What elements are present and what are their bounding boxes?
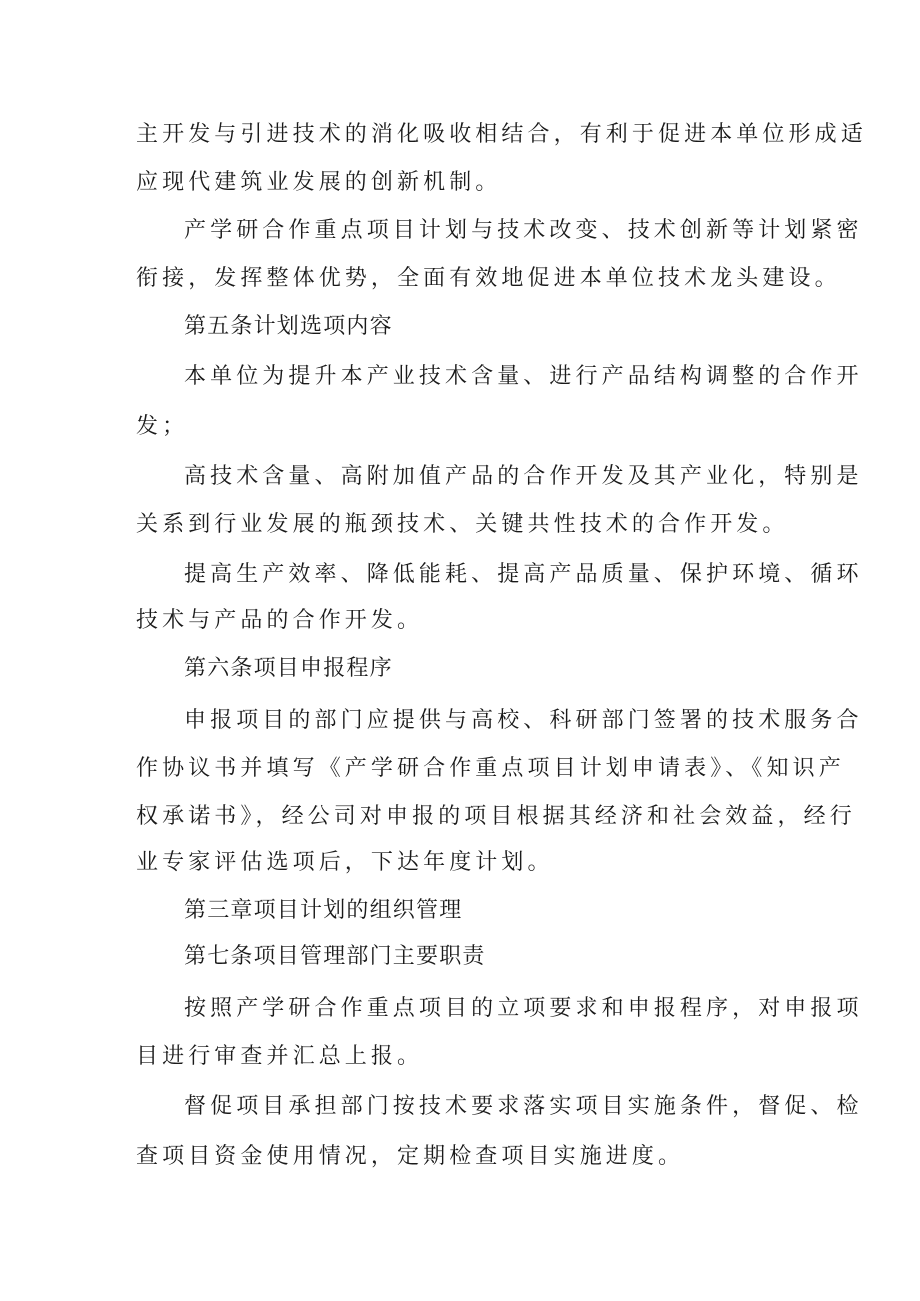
section-heading: 第六条项目申报程序 — [184, 656, 393, 681]
paragraph-line: 权承诺书》，经公司对申报的项目根据其经济和社会效益，经行 — [136, 804, 856, 829]
paragraph-line: 按照产学研合作重点项目的立项要求和申报程序，对申报项 — [184, 996, 863, 1021]
paragraph-line: 衔接，发挥整体优势，全面有效地促进本单位技术龙头建设。 — [136, 266, 841, 291]
paragraph-line: 督促项目承担部门按技术要求落实项目实施条件，督促、检 — [184, 1094, 863, 1119]
paragraph-line: 本单位为提升本产业技术含量、进行产品结构调整的合作开 — [184, 364, 863, 389]
chapter-heading: 第三章项目计划的组织管理 — [184, 898, 463, 923]
paragraph-line: 目进行审查并汇总上报。 — [136, 1044, 424, 1069]
paragraph-line: 技术与产品的合作开发。 — [136, 608, 424, 633]
paragraph-line: 业专家评估选项后，下达年度计划。 — [136, 850, 554, 875]
section-heading: 第五条计划选项内容 — [184, 314, 393, 339]
paragraph-line: 提高生产效率、降低能耗、提高产品质量、保护环境、循环 — [184, 562, 863, 587]
paragraph-line: 关系到行业发展的瓶颈技术、关键共性技术的合作开发。 — [136, 512, 789, 537]
paragraph-line: 申报项目的部门应提供与高校、科研部门签署的技术服务合 — [184, 708, 863, 733]
section-heading: 第七条项目管理部门主要职责 — [184, 944, 486, 969]
paragraph-line: 发； — [136, 414, 189, 439]
paragraph-line: 作协议书并填写《产学研合作重点项目计划申请表》、《知识产 — [136, 756, 845, 781]
paragraph-line: 高技术含量、高附加值产品的合作开发及其产业化，特别是 — [184, 464, 863, 489]
paragraph-line: 主开发与引进技术的消化吸收相结合，有利于促进本单位形成适 — [136, 122, 867, 147]
paragraph-line: 查项目资金使用情况，定期检查项目实施进度。 — [136, 1144, 685, 1169]
paragraph-line: 产学研合作重点项目计划与技术改变、技术创新等计划紧密 — [184, 218, 863, 243]
paragraph-line: 应现代建筑业发展的创新机制。 — [136, 170, 502, 195]
